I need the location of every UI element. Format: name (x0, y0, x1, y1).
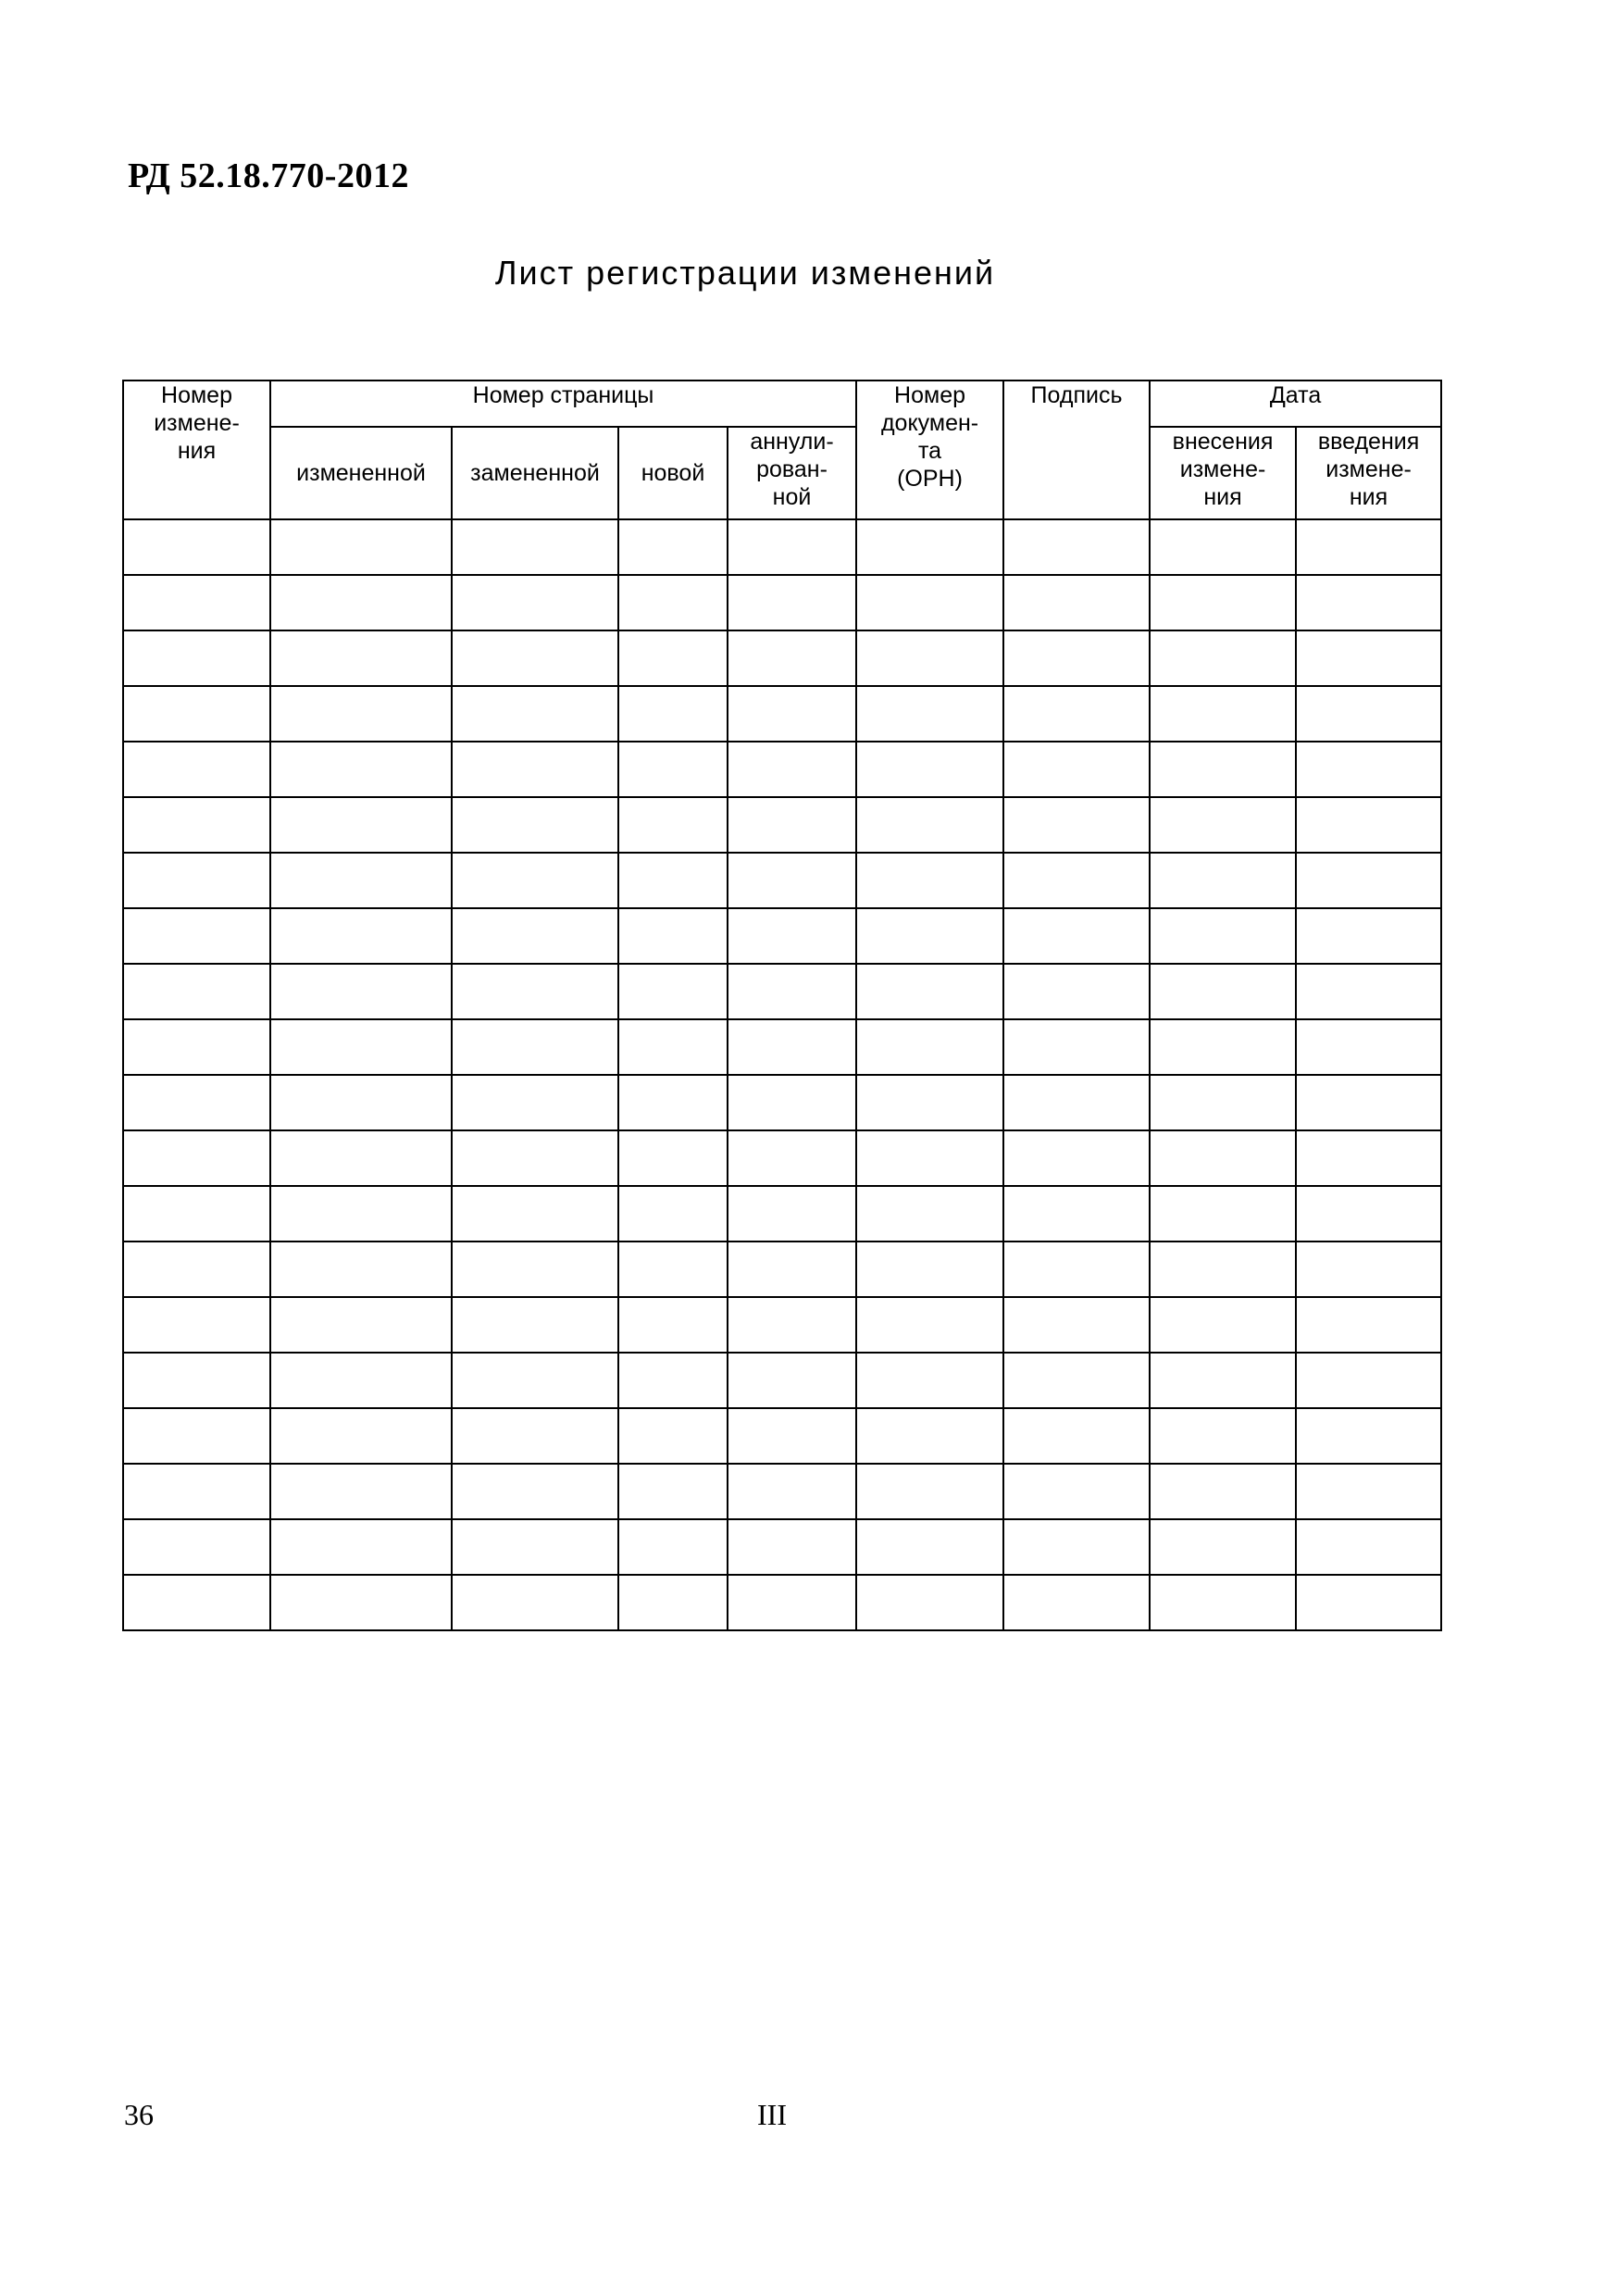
cell-page-annulled (728, 686, 856, 742)
cell-date-entry (1150, 575, 1296, 630)
cell-date-entry (1150, 1019, 1296, 1075)
cell-signature (1003, 797, 1150, 853)
cell-page-changed (270, 1464, 452, 1519)
cell-page-replaced (452, 1019, 618, 1075)
header-page-changed (270, 427, 452, 519)
cell-change-number (123, 1464, 270, 1519)
cell-page-annulled (728, 1575, 856, 1630)
cell-change-number (123, 630, 270, 686)
cell-page-annulled (728, 1186, 856, 1242)
table-row (123, 1019, 1441, 1075)
header-page-new-label: новой (641, 460, 705, 486)
table-row (123, 1075, 1441, 1130)
cell-signature (1003, 519, 1150, 575)
table-row (123, 1575, 1441, 1630)
cell-page-annulled (728, 1408, 856, 1464)
cell-signature (1003, 1019, 1150, 1075)
cell-page-new (618, 1130, 728, 1186)
header-change-number (123, 381, 270, 519)
cell-signature (1003, 1575, 1150, 1630)
cell-date-effective (1296, 742, 1441, 797)
cell-date-entry (1150, 686, 1296, 742)
cell-date-entry (1150, 519, 1296, 575)
cell-page-replaced (452, 1297, 618, 1353)
header-date-label: Дата (1269, 382, 1322, 408)
cell-signature (1003, 742, 1150, 797)
cell-page-annulled (728, 1242, 856, 1297)
cell-page-annulled (728, 630, 856, 686)
cell-page-new (618, 1242, 728, 1297)
cell-date-entry (1150, 853, 1296, 908)
cell-document-number (856, 1408, 1003, 1464)
cell-date-effective (1296, 519, 1441, 575)
cell-date-effective (1296, 1353, 1441, 1408)
cell-date-entry (1150, 1519, 1296, 1575)
cell-change-number (123, 1075, 270, 1130)
cell-date-effective (1296, 964, 1441, 1019)
cell-page-annulled (728, 1353, 856, 1408)
page-number: 36 (124, 2098, 154, 2131)
cell-page-replaced (452, 686, 618, 742)
cell-page-changed (270, 1186, 452, 1242)
cell-date-entry (1150, 1130, 1296, 1186)
cell-page-replaced (452, 1353, 618, 1408)
cell-date-effective (1296, 1408, 1441, 1464)
table-row (123, 1464, 1441, 1519)
header-signature (1003, 381, 1150, 519)
cell-page-replaced (452, 742, 618, 797)
cell-page-replaced (452, 1408, 618, 1464)
cell-date-entry (1150, 1186, 1296, 1242)
cell-date-effective (1296, 575, 1441, 630)
cell-page-changed (270, 964, 452, 1019)
cell-page-changed (270, 742, 452, 797)
cell-date-effective (1296, 1019, 1441, 1075)
cell-page-new (618, 1353, 728, 1408)
cell-page-replaced (452, 630, 618, 686)
header-date (1150, 381, 1441, 427)
cell-change-number (123, 1408, 270, 1464)
cell-signature (1003, 575, 1150, 630)
cell-page-new (618, 630, 728, 686)
cell-signature (1003, 1353, 1150, 1408)
cell-document-number (856, 1353, 1003, 1408)
cell-signature (1003, 1464, 1150, 1519)
cell-date-entry (1150, 1353, 1296, 1408)
cell-document-number (856, 1297, 1003, 1353)
header-page-replaced (452, 427, 618, 519)
cell-page-new (618, 1019, 728, 1075)
table-row (123, 1130, 1441, 1186)
table-row (123, 686, 1441, 742)
table-row (123, 964, 1441, 1019)
cell-page-new (618, 853, 728, 908)
cell-date-effective (1296, 908, 1441, 964)
cell-page-changed (270, 630, 452, 686)
cell-page-changed (270, 575, 452, 630)
cell-signature (1003, 686, 1150, 742)
cell-date-effective (1296, 1242, 1441, 1297)
cell-page-new (618, 908, 728, 964)
cell-page-replaced (452, 1464, 618, 1519)
cell-document-number (856, 519, 1003, 575)
cell-signature (1003, 1297, 1150, 1353)
cell-page-changed (270, 908, 452, 964)
table-row (123, 908, 1441, 964)
cell-date-effective (1296, 1075, 1441, 1130)
cell-page-replaced (452, 1575, 618, 1630)
cell-page-replaced (452, 797, 618, 853)
header-page-new (618, 427, 728, 519)
cell-page-annulled (728, 853, 856, 908)
table-row (123, 519, 1441, 575)
cell-page-replaced (452, 1519, 618, 1575)
cell-page-changed (270, 1075, 452, 1130)
header-page-annulled-label: аннули- рован- ной (750, 429, 834, 510)
cell-page-changed (270, 686, 452, 742)
cell-document-number (856, 797, 1003, 853)
cell-date-entry (1150, 797, 1296, 853)
cell-date-entry (1150, 964, 1296, 1019)
table-row (123, 630, 1441, 686)
cell-signature (1003, 1075, 1150, 1130)
cell-signature (1003, 1519, 1150, 1575)
cell-signature (1003, 1408, 1150, 1464)
cell-page-replaced (452, 908, 618, 964)
page-title: Лист регистрации изменений (494, 254, 996, 292)
cell-page-annulled (728, 1075, 856, 1130)
cell-page-annulled (728, 1130, 856, 1186)
cell-change-number (123, 1297, 270, 1353)
cell-date-effective (1296, 797, 1441, 853)
cell-page-annulled (728, 575, 856, 630)
cell-page-new (618, 686, 728, 742)
cell-page-changed (270, 1297, 452, 1353)
cell-signature (1003, 1242, 1150, 1297)
cell-document-number (856, 1464, 1003, 1519)
cell-signature (1003, 908, 1150, 964)
table-row (123, 1297, 1441, 1353)
cell-date-entry (1150, 1575, 1296, 1630)
cell-date-effective (1296, 1519, 1441, 1575)
table-row (123, 1353, 1441, 1408)
cell-date-entry (1150, 742, 1296, 797)
cell-signature (1003, 1130, 1150, 1186)
cell-page-annulled (728, 908, 856, 964)
cell-change-number (123, 908, 270, 964)
cell-change-number (123, 519, 270, 575)
cell-page-annulled (728, 1297, 856, 1353)
cell-date-entry (1150, 1075, 1296, 1130)
cell-document-number (856, 630, 1003, 686)
cell-page-changed (270, 797, 452, 853)
header-date-entry (1150, 427, 1296, 519)
header-page-changed-label: измененной (296, 460, 426, 486)
table-row (123, 575, 1441, 630)
cell-date-effective (1296, 1464, 1441, 1519)
cell-change-number (123, 1130, 270, 1186)
cell-document-number (856, 1019, 1003, 1075)
cell-document-number (856, 908, 1003, 964)
cell-page-changed (270, 1519, 452, 1575)
cell-document-number (856, 575, 1003, 630)
cell-change-number (123, 797, 270, 853)
cell-document-number (856, 964, 1003, 1019)
cell-change-number (123, 1575, 270, 1630)
cell-signature (1003, 630, 1150, 686)
cell-document-number (856, 853, 1003, 908)
cell-document-number (856, 1186, 1003, 1242)
cell-document-number (856, 1075, 1003, 1130)
change-registration-table (122, 380, 1442, 1631)
table-row (123, 1519, 1441, 1575)
cell-date-effective (1296, 853, 1441, 908)
header-page-number (270, 381, 856, 427)
cell-change-number (123, 1186, 270, 1242)
cell-page-annulled (728, 797, 856, 853)
cell-page-annulled (728, 1464, 856, 1519)
cell-page-changed (270, 1019, 452, 1075)
header-date-effective (1296, 427, 1441, 519)
cell-change-number (123, 742, 270, 797)
cell-page-new (618, 1297, 728, 1353)
cell-change-number (123, 853, 270, 908)
header-document-number (856, 381, 1003, 519)
cell-date-entry (1150, 630, 1296, 686)
cell-document-number (856, 686, 1003, 742)
table-row (123, 853, 1441, 908)
cell-document-number (856, 742, 1003, 797)
cell-date-entry (1150, 1242, 1296, 1297)
cell-document-number (856, 1242, 1003, 1297)
cell-page-annulled (728, 964, 856, 1019)
cell-page-annulled (728, 1019, 856, 1075)
cell-page-new (618, 575, 728, 630)
header-page-annulled (728, 427, 856, 519)
cell-page-replaced (452, 1186, 618, 1242)
cell-date-entry (1150, 1464, 1296, 1519)
part-number: III (757, 2098, 787, 2131)
cell-page-changed (270, 1130, 452, 1186)
cell-date-entry (1150, 1408, 1296, 1464)
header-document-number-label: Номер докумен- та (ОРН) (880, 382, 979, 492)
cell-date-effective (1296, 1297, 1441, 1353)
cell-change-number (123, 1019, 270, 1075)
cell-page-new (618, 964, 728, 1019)
header-date-effective-label: введения измене- ния (1317, 429, 1420, 510)
table-body (123, 519, 1441, 1630)
table-row (123, 1186, 1441, 1242)
cell-page-replaced (452, 964, 618, 1019)
cell-date-effective (1296, 1575, 1441, 1630)
document-code: РД 52.18.770-2012 (128, 156, 409, 195)
cell-page-new (618, 1575, 728, 1630)
header-page-number-label: Номер страницы (472, 382, 654, 408)
table-row (123, 797, 1441, 853)
cell-date-effective (1296, 630, 1441, 686)
cell-date-effective (1296, 686, 1441, 742)
cell-page-annulled (728, 1519, 856, 1575)
header-date-entry-label: внесения измене- ния (1172, 429, 1274, 510)
cell-page-replaced (452, 1130, 618, 1186)
cell-page-new (618, 1519, 728, 1575)
table-row (123, 1242, 1441, 1297)
cell-page-changed (270, 1408, 452, 1464)
cell-date-entry (1150, 1297, 1296, 1353)
cell-page-replaced (452, 853, 618, 908)
cell-change-number (123, 964, 270, 1019)
table-row (123, 1408, 1441, 1464)
cell-date-entry (1150, 908, 1296, 964)
header-change-number-label: Номер измене- ния (154, 382, 240, 464)
cell-change-number (123, 1242, 270, 1297)
cell-signature (1003, 1186, 1150, 1242)
cell-page-replaced (452, 1242, 618, 1297)
cell-change-number (123, 1519, 270, 1575)
cell-page-changed (270, 1353, 452, 1408)
header-signature-label: Подпись (1030, 382, 1123, 408)
header-page-replaced-label: замененной (470, 460, 600, 486)
cell-page-annulled (728, 742, 856, 797)
cell-page-new (618, 1464, 728, 1519)
cell-page-changed (270, 1242, 452, 1297)
cell-page-changed (270, 1575, 452, 1630)
cell-page-changed (270, 853, 452, 908)
cell-page-changed (270, 519, 452, 575)
cell-page-new (618, 797, 728, 853)
cell-page-new (618, 1186, 728, 1242)
cell-date-effective (1296, 1130, 1441, 1186)
cell-date-effective (1296, 1186, 1441, 1242)
cell-page-new (618, 1408, 728, 1464)
cell-page-replaced (452, 1075, 618, 1130)
cell-document-number (856, 1575, 1003, 1630)
cell-page-annulled (728, 519, 856, 575)
cell-page-new (618, 742, 728, 797)
cell-document-number (856, 1130, 1003, 1186)
cell-page-new (618, 519, 728, 575)
cell-signature (1003, 964, 1150, 1019)
cell-signature (1003, 853, 1150, 908)
cell-document-number (856, 1519, 1003, 1575)
table-row (123, 742, 1441, 797)
cell-page-replaced (452, 575, 618, 630)
cell-change-number (123, 575, 270, 630)
cell-change-number (123, 1353, 270, 1408)
cell-change-number (123, 686, 270, 742)
cell-page-replaced (452, 519, 618, 575)
cell-page-new (618, 1075, 728, 1130)
